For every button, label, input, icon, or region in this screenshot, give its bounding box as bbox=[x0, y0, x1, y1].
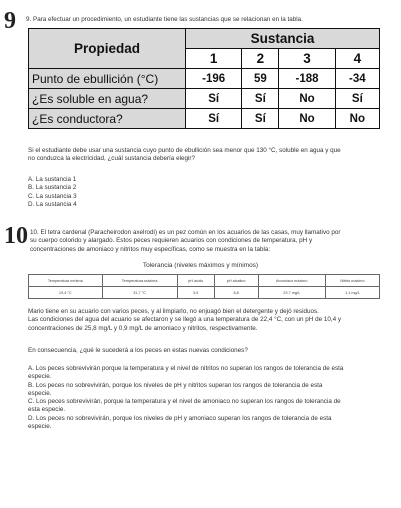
text-line: B. Los peces no sobrevivirán, porque los niveles de pH y nitritos superan los rangos de tolerancia de esta bbox=[28, 381, 323, 389]
option-b bbox=[28, 382, 384, 399]
table-cell: 59 bbox=[242, 69, 279, 89]
table-cell: 1,1 mg/L bbox=[325, 287, 379, 299]
table-cell: -196 bbox=[186, 69, 242, 89]
row-label: Punto de ebullición (°C) bbox=[29, 69, 186, 89]
text-line: concentraciones de amoniaco y nitritos muy específicas, como se muestra en la tabla: bbox=[30, 245, 271, 253]
row-label: ¿Es soluble en agua? bbox=[29, 89, 186, 109]
text-line: D. Los peces no sobrevivirán, porque los niveles de pH y amoniaco superan los rangos de tolerancia de esta bbox=[28, 414, 332, 422]
table-cell: Sí bbox=[186, 109, 242, 129]
text-line: Las condiciones del agua del acuario se afectaron y se llegó a una temperatura de 22,4 °C, con un pH de 10,4 y bbox=[28, 316, 342, 324]
option-a bbox=[28, 365, 384, 382]
column-header: pH ácido bbox=[177, 275, 214, 287]
table-cell: Sí bbox=[242, 89, 279, 109]
table-cell: No bbox=[279, 89, 335, 109]
option-d: D. La sustancia 4 bbox=[28, 200, 77, 208]
option-b: B. La sustancia 2 bbox=[28, 184, 77, 192]
table-cell: 23,7 mg/L bbox=[258, 287, 325, 299]
text-line: especie. bbox=[28, 389, 52, 397]
table-cell: -188 bbox=[279, 69, 335, 89]
option-d bbox=[28, 415, 384, 432]
column-header: Temperatura máxima bbox=[102, 275, 177, 287]
column-header: pH alcalino bbox=[214, 275, 258, 287]
question-10-number: 10 bbox=[4, 223, 28, 249]
text-line: no conduzca la electricidad, ¿cuál sustancia debería elegir? bbox=[28, 155, 195, 163]
table-cell: -34 bbox=[335, 69, 379, 89]
question-9-intro: 9. Para efectuar un procedimiento, un estudiante tiene las sustancias que se relacionan en la tabla. bbox=[26, 16, 303, 23]
column-header: 1 bbox=[186, 49, 242, 69]
table-cell: Sí bbox=[242, 109, 279, 129]
question-10-scenario bbox=[28, 308, 384, 333]
option-a: A. La sustancia 1 bbox=[28, 176, 77, 183]
row-label: ¿Es conductora? bbox=[29, 109, 186, 129]
table-cell: 31,7 °C bbox=[102, 287, 177, 299]
table-cell: No bbox=[279, 109, 335, 129]
option-c: C. La sustancia 3 bbox=[28, 192, 77, 200]
column-header: Nitrito máximo bbox=[325, 275, 379, 287]
table-row bbox=[29, 287, 380, 299]
column-header: 4 bbox=[335, 49, 379, 69]
text-line: especie. bbox=[28, 423, 52, 431]
column-header: 3 bbox=[279, 49, 335, 69]
question-9-number: 9 bbox=[4, 8, 16, 34]
table-cell: 3,9 bbox=[177, 287, 214, 299]
table-header-row bbox=[29, 275, 380, 287]
text-line: su cuerpo colorido y alargado. Estos peces requieren acuarios con condiciones de temperatura, pH y bbox=[30, 237, 313, 245]
table-cell: 8,8 bbox=[214, 287, 258, 299]
table-cell: Sí bbox=[186, 89, 242, 109]
property-header: Propiedad bbox=[29, 29, 186, 69]
tolerance-title: Tolerancia (niveles máximos y mínimos) bbox=[142, 262, 259, 269]
table-cell: Sí bbox=[335, 89, 379, 109]
question-10-options bbox=[28, 365, 384, 431]
text-line: especie. bbox=[28, 373, 52, 381]
column-header: Temperatura mínima bbox=[29, 275, 103, 287]
option-c bbox=[28, 398, 384, 415]
column-header: Amoníaco máximo bbox=[258, 275, 325, 287]
table-row bbox=[29, 109, 380, 129]
table-cell: No bbox=[335, 109, 379, 129]
question-9-text bbox=[28, 147, 384, 164]
substance-properties-table bbox=[28, 28, 380, 129]
tolerance-table bbox=[28, 274, 380, 299]
text-line: esta especie. bbox=[28, 406, 66, 414]
question-10-text: En consecuencia, ¿qué le sucederá a los peces en estas nuevas condiciones? bbox=[28, 347, 248, 354]
text-line: 10. El tetra cardenal (Paracheirodon axelrodi) es un pez común en los acuarios de las casas, muy llamativo por bbox=[30, 229, 341, 236]
text-line: Si el estudiante debe usar una sustancia cuyo punto de ebullición sea menor que 130 °C, soluble en agua y que bbox=[28, 147, 341, 154]
table-cell: 19,4 °C bbox=[29, 287, 103, 299]
text-line: C. Los peces sobrevivirán, porque la temperatura y el nivel de amoniaco no superan los rangos de tolerancia de bbox=[28, 398, 341, 406]
text-line: concentraciones de 25,8 mg/L y 0,9 mg/L de amoniaco y nitritos, respectivamente. bbox=[28, 324, 258, 332]
text-line: Mario tiene en su acuario con varios peces, y al limpiarlo, no enjuagó bien el detergente y dejó residuos. bbox=[28, 308, 319, 315]
table-row bbox=[29, 89, 380, 109]
substance-header: Sustancia bbox=[186, 29, 380, 49]
table-row bbox=[29, 69, 380, 89]
text-line: A. Los peces sobrevivirán porque la temperatura y el nivel de nitritos no superan los rangos de tolerancia de esta bbox=[28, 365, 344, 372]
question-10-intro bbox=[30, 229, 384, 254]
column-header: 2 bbox=[242, 49, 279, 69]
question-9-options bbox=[28, 176, 384, 209]
